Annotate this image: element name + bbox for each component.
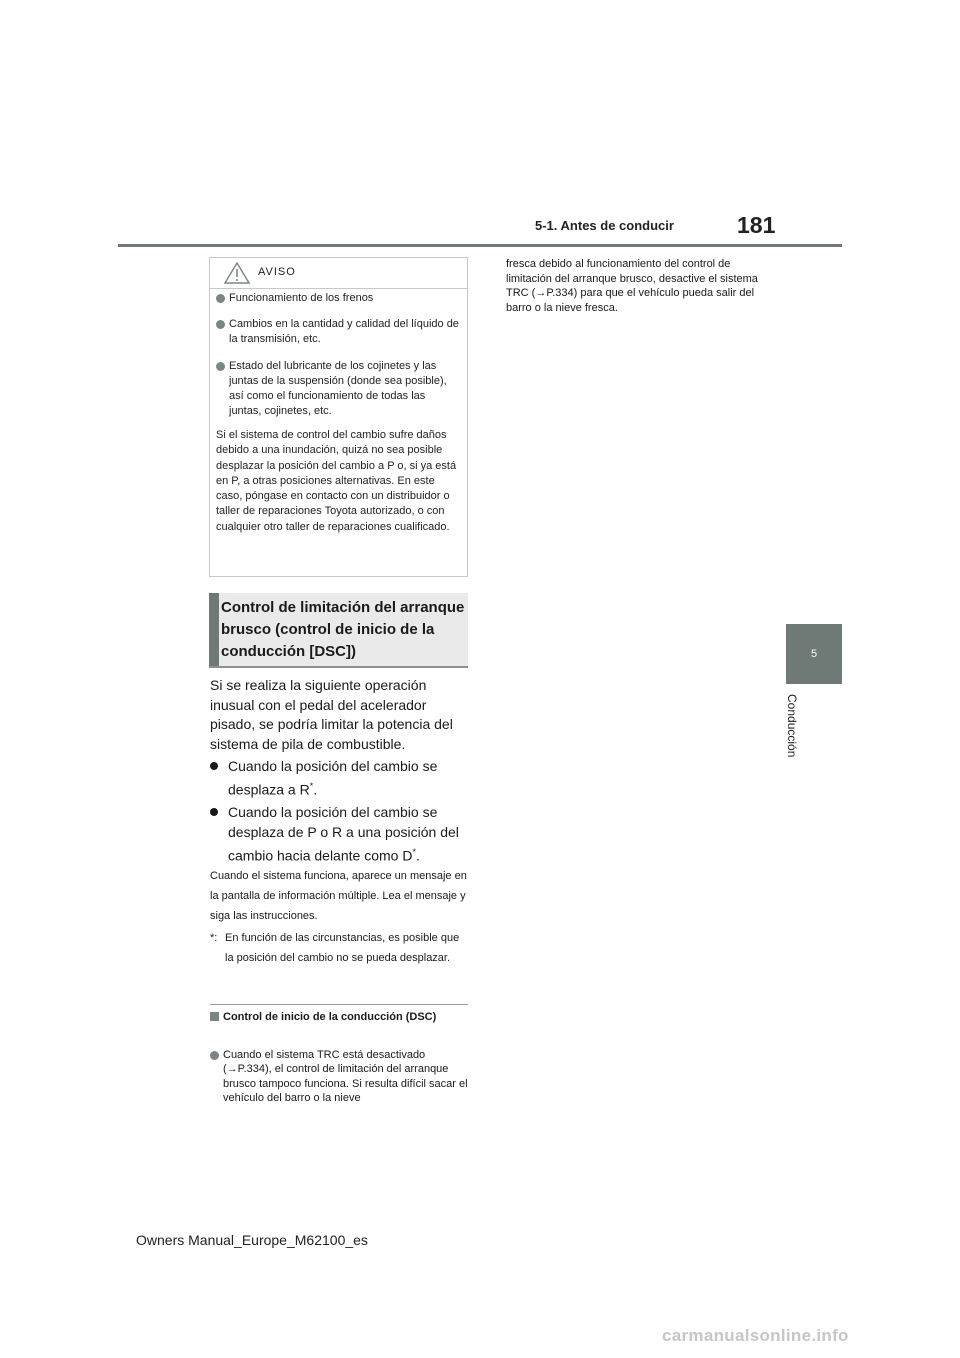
warning-title: AVISO — [258, 266, 296, 278]
footer-text: Owners Manual_Europe_M62100_es — [136, 1232, 368, 1248]
bullet-dot — [216, 294, 225, 303]
heading-underline — [209, 666, 468, 668]
heading-accent-bar — [209, 593, 219, 667]
section-heading — [209, 593, 468, 667]
subsection-item: Cuando el sistema TRC está desactivado (→P.334), el control de limitación del arranque brusco tampoco funciona. Si resulta difícil sacar el vehículo del barro o la nieve — [210, 1048, 468, 1105]
chapter-name-label: Conducción — [785, 694, 799, 758]
bullet-dot — [210, 808, 218, 816]
square-bullet-icon — [210, 1012, 219, 1021]
warning-header — [210, 258, 467, 289]
footnote-mark: *: — [210, 932, 218, 944]
section-heading-text: Control de limitación del arranque brusco (control de inicio de la conducción [DSC]) — [221, 599, 465, 660]
warning-item: Funcionamiento de los frenos — [216, 291, 460, 306]
chapter-number: 5 — [810, 648, 818, 660]
note-paragraph: Cuando el sistema funciona, aparece un mensaje en la pantalla de información múltiple. Lea el mensaje y siga las instrucciones. — [210, 870, 467, 922]
watermark: carmanualsonline.info — [662, 1326, 849, 1345]
subsection-rule — [210, 1004, 468, 1005]
page-number: 181 — [737, 212, 776, 238]
right-column-paragraph: fresca debido al funcionamiento del control de limitación del arranque brusco, desactive el sistema TRC (→P.334) para que el vehículo pueda salir del barro o la nieve fresca. — [506, 258, 758, 314]
warning-item: Cambios en la cantidad y calidad del líquido de la transmisión, etc. — [216, 317, 460, 347]
subsection-heading: Control de inicio de la conducción (DSC) — [210, 1010, 468, 1024]
footnote — [210, 928, 468, 968]
header-rule — [118, 244, 842, 247]
chapter-name — [783, 694, 805, 774]
list-item: Cuando la posición del cambio se desplaza de P o R a una posición del cambio hacia delante como D*. — [210, 802, 468, 866]
chapter-tab — [786, 624, 842, 684]
warning-body: Si el sistema de control del cambio sufre daños debido a una inundación, quizá no sea posible desplazar la posición del cambio a P o, si ya está en P, a otras posiciones alternativas. En este caso, póngase en contacto con un distribuidor o taller de reparaciones Toyota autorizado, o con cualquier otro taller de reparaciones cualificado. — [216, 429, 457, 533]
intro-paragraph: Si se realiza la siguiente operación inusual con el pedal del acelerador pisado, se podría limitar la potencia del sistema de pila de combustible. — [210, 677, 453, 752]
bullet-dot — [210, 762, 218, 770]
list-item: Cuando la posición del cambio se desplaza a R*. — [210, 756, 468, 800]
warning-item: Estado del lubricante de los cojinetes y las juntas de la suspensión (donde sea posible), así como el funcionamiento de todas las juntas, cojinetes, etc. — [216, 359, 460, 419]
section-label: 5-1. Antes de conducir — [535, 218, 674, 233]
footnote-text: En función de las circunstancias, es posible que la posición del cambio no se pueda desplazar. — [225, 932, 460, 964]
bullet-dot — [216, 320, 225, 329]
warning-box — [209, 257, 468, 577]
bullet-dot — [216, 362, 225, 371]
bullet-dot — [210, 1051, 219, 1060]
warning-triangle-icon — [224, 262, 250, 284]
